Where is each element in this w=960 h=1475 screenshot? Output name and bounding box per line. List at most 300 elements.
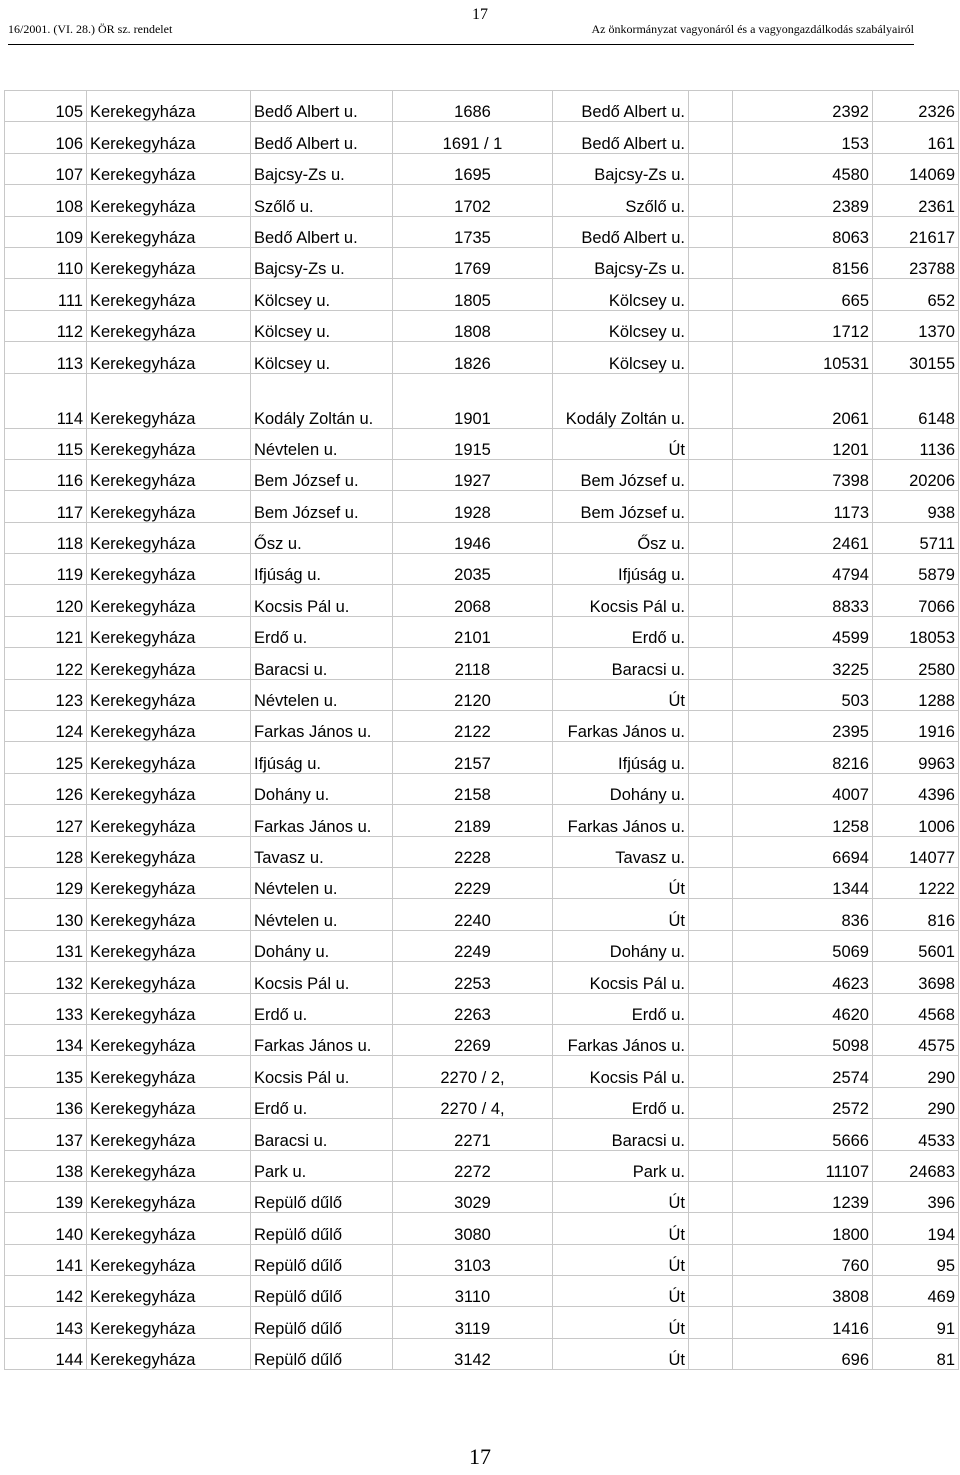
cell-settlement: Kerekegyháza bbox=[87, 711, 251, 742]
cell-area-value: 696 bbox=[733, 1338, 873, 1369]
cell-parcel-number: 2272 bbox=[393, 1150, 553, 1181]
cell-street-name: Kocsis Pál u. bbox=[251, 585, 393, 616]
cell-street-name: Bedő Albert u. bbox=[251, 122, 393, 153]
cell-value: 3698 bbox=[873, 962, 959, 993]
cell-property-type: Szőlő u. bbox=[553, 185, 689, 216]
cell-parcel-number: 1805 bbox=[393, 279, 553, 310]
table-row bbox=[5, 1338, 959, 1369]
cell-row-number: 138 bbox=[5, 1150, 87, 1181]
cell-value: 5711 bbox=[873, 522, 959, 553]
cell-area-value: 1201 bbox=[733, 428, 873, 459]
cell-parcel-number: 2263 bbox=[393, 993, 553, 1024]
cell-row-number: 111 bbox=[5, 279, 87, 310]
cell-property-type: Bajcsy-Zs u. bbox=[553, 153, 689, 184]
cell-area-value: 11107 bbox=[733, 1150, 873, 1181]
cell-street-name: Erdő u. bbox=[251, 1087, 393, 1118]
cell-value: 30155 bbox=[873, 342, 959, 373]
cell-settlement: Kerekegyháza bbox=[87, 522, 251, 553]
cell-extra bbox=[689, 1087, 733, 1118]
cell-street-name: Kocsis Pál u. bbox=[251, 962, 393, 993]
cell-property-type: Farkas János u. bbox=[553, 711, 689, 742]
cell-area-value: 4007 bbox=[733, 773, 873, 804]
cell-parcel-number: 1702 bbox=[393, 185, 553, 216]
cell-area-value: 760 bbox=[733, 1244, 873, 1275]
cell-street-name: Park u. bbox=[251, 1150, 393, 1181]
cell-property-type: Út bbox=[553, 1276, 689, 1307]
table-body bbox=[5, 91, 959, 1370]
cell-row-number: 105 bbox=[5, 91, 87, 122]
cell-street-name: Ősz u. bbox=[251, 522, 393, 553]
cell-settlement: Kerekegyháza bbox=[87, 428, 251, 459]
cell-area-value: 5098 bbox=[733, 1024, 873, 1055]
cell-area-value: 1173 bbox=[733, 491, 873, 522]
cell-settlement: Kerekegyháza bbox=[87, 742, 251, 773]
cell-property-type: Bem József u. bbox=[553, 491, 689, 522]
table-row bbox=[5, 185, 959, 216]
cell-area-value: 8156 bbox=[733, 247, 873, 278]
cell-extra bbox=[689, 585, 733, 616]
cell-row-number: 137 bbox=[5, 1119, 87, 1150]
cell-property-type: Bem József u. bbox=[553, 459, 689, 490]
cell-parcel-number: 2271 bbox=[393, 1119, 553, 1150]
cell-value: 396 bbox=[873, 1181, 959, 1212]
cell-extra bbox=[689, 310, 733, 341]
cell-value: 18053 bbox=[873, 616, 959, 647]
cell-area-value: 1800 bbox=[733, 1213, 873, 1244]
cell-value: 652 bbox=[873, 279, 959, 310]
cell-property-type: Bedő Albert u. bbox=[553, 122, 689, 153]
cell-settlement: Kerekegyháza bbox=[87, 648, 251, 679]
cell-street-name: Dohány u. bbox=[251, 773, 393, 804]
table-row bbox=[5, 962, 959, 993]
table-row bbox=[5, 1181, 959, 1212]
cell-extra bbox=[689, 993, 733, 1024]
cell-street-name: Kölcsey u. bbox=[251, 342, 393, 373]
cell-property-type: Kodály Zoltán u. bbox=[553, 373, 689, 428]
cell-row-number: 130 bbox=[5, 899, 87, 930]
cell-settlement: Kerekegyháza bbox=[87, 1244, 251, 1275]
cell-row-number: 127 bbox=[5, 805, 87, 836]
cell-extra bbox=[689, 459, 733, 490]
cell-property-type: Erdő u. bbox=[553, 993, 689, 1024]
cell-area-value: 3808 bbox=[733, 1276, 873, 1307]
cell-row-number: 122 bbox=[5, 648, 87, 679]
cell-parcel-number: 2253 bbox=[393, 962, 553, 993]
cell-extra bbox=[689, 247, 733, 278]
cell-parcel-number: 2189 bbox=[393, 805, 553, 836]
cell-extra bbox=[689, 1150, 733, 1181]
cell-area-value: 8833 bbox=[733, 585, 873, 616]
cell-settlement: Kerekegyháza bbox=[87, 554, 251, 585]
cell-settlement: Kerekegyháza bbox=[87, 993, 251, 1024]
cell-settlement: Kerekegyháza bbox=[87, 930, 251, 961]
table-row bbox=[5, 310, 959, 341]
cell-extra bbox=[689, 962, 733, 993]
cell-property-type: Erdő u. bbox=[553, 616, 689, 647]
cell-street-name: Kocsis Pál u. bbox=[251, 1056, 393, 1087]
cell-settlement: Kerekegyháza bbox=[87, 491, 251, 522]
cell-area-value: 1712 bbox=[733, 310, 873, 341]
cell-street-name: Bedő Albert u. bbox=[251, 91, 393, 122]
footer-page-number: 17 bbox=[469, 1444, 491, 1469]
cell-street-name: Baracsi u. bbox=[251, 1119, 393, 1150]
cell-settlement: Kerekegyháza bbox=[87, 373, 251, 428]
cell-row-number: 131 bbox=[5, 930, 87, 961]
cell-street-name: Névtelen u. bbox=[251, 899, 393, 930]
cell-street-name: Erdő u. bbox=[251, 616, 393, 647]
cell-area-value: 4580 bbox=[733, 153, 873, 184]
cell-row-number: 114 bbox=[5, 373, 87, 428]
table-row bbox=[5, 1276, 959, 1307]
cell-parcel-number: 2035 bbox=[393, 554, 553, 585]
cell-street-name: Repülő dűlő bbox=[251, 1276, 393, 1307]
cell-extra bbox=[689, 1276, 733, 1307]
cell-property-type: Kölcsey u. bbox=[553, 279, 689, 310]
cell-settlement: Kerekegyháza bbox=[87, 836, 251, 867]
cell-extra bbox=[689, 930, 733, 961]
cell-extra bbox=[689, 91, 733, 122]
cell-parcel-number: 2270 / 4, bbox=[393, 1087, 553, 1118]
cell-area-value: 2574 bbox=[733, 1056, 873, 1087]
cell-value: 24683 bbox=[873, 1150, 959, 1181]
table-row bbox=[5, 616, 959, 647]
cell-extra bbox=[689, 522, 733, 553]
cell-street-name: Dohány u. bbox=[251, 930, 393, 961]
cell-area-value: 4623 bbox=[733, 962, 873, 993]
cell-settlement: Kerekegyháza bbox=[87, 1087, 251, 1118]
table-row bbox=[5, 1087, 959, 1118]
cell-property-type: Kocsis Pál u. bbox=[553, 962, 689, 993]
cell-parcel-number: 1691 / 1 bbox=[393, 122, 553, 153]
cell-value: 14077 bbox=[873, 836, 959, 867]
table-row bbox=[5, 342, 959, 373]
cell-settlement: Kerekegyháza bbox=[87, 1056, 251, 1087]
cell-area-value: 2061 bbox=[733, 373, 873, 428]
cell-area-value: 153 bbox=[733, 122, 873, 153]
cell-row-number: 143 bbox=[5, 1307, 87, 1338]
cell-settlement: Kerekegyháza bbox=[87, 1213, 251, 1244]
cell-street-name: Bajcsy-Zs u. bbox=[251, 247, 393, 278]
cell-street-name: Repülő dűlő bbox=[251, 1213, 393, 1244]
cell-value: 2361 bbox=[873, 185, 959, 216]
cell-row-number: 141 bbox=[5, 1244, 87, 1275]
cell-value: 1916 bbox=[873, 711, 959, 742]
table-row bbox=[5, 993, 959, 1024]
cell-row-number: 133 bbox=[5, 993, 87, 1024]
cell-property-type: Bajcsy-Zs u. bbox=[553, 247, 689, 278]
cell-property-type: Kölcsey u. bbox=[553, 342, 689, 373]
cell-area-value: 2392 bbox=[733, 91, 873, 122]
cell-extra bbox=[689, 1213, 733, 1244]
cell-parcel-number: 3080 bbox=[393, 1213, 553, 1244]
cell-street-name: Kodály Zoltán u. bbox=[251, 373, 393, 428]
cell-extra bbox=[689, 1181, 733, 1212]
cell-value: 1006 bbox=[873, 805, 959, 836]
cell-settlement: Kerekegyháza bbox=[87, 216, 251, 247]
cell-property-type: Farkas János u. bbox=[553, 805, 689, 836]
cell-parcel-number: 1915 bbox=[393, 428, 553, 459]
cell-extra bbox=[689, 773, 733, 804]
cell-settlement: Kerekegyháza bbox=[87, 867, 251, 898]
header-page-number: 17 bbox=[472, 6, 488, 23]
cell-row-number: 117 bbox=[5, 491, 87, 522]
cell-extra bbox=[689, 428, 733, 459]
cell-area-value: 10531 bbox=[733, 342, 873, 373]
cell-settlement: Kerekegyháza bbox=[87, 91, 251, 122]
cell-row-number: 124 bbox=[5, 711, 87, 742]
cell-row-number: 108 bbox=[5, 185, 87, 216]
cell-parcel-number: 1927 bbox=[393, 459, 553, 490]
table-row bbox=[5, 373, 959, 428]
cell-street-name: Repülő dűlő bbox=[251, 1244, 393, 1275]
table-row bbox=[5, 1213, 959, 1244]
cell-parcel-number: 2229 bbox=[393, 867, 553, 898]
cell-value: 4575 bbox=[873, 1024, 959, 1055]
cell-parcel-number: 3142 bbox=[393, 1338, 553, 1369]
table-row bbox=[5, 522, 959, 553]
cell-property-type: Kocsis Pál u. bbox=[553, 1056, 689, 1087]
cell-area-value: 3225 bbox=[733, 648, 873, 679]
cell-parcel-number: 3110 bbox=[393, 1276, 553, 1307]
cell-row-number: 112 bbox=[5, 310, 87, 341]
cell-settlement: Kerekegyháza bbox=[87, 1024, 251, 1055]
cell-value: 91 bbox=[873, 1307, 959, 1338]
cell-settlement: Kerekegyháza bbox=[87, 1338, 251, 1369]
cell-parcel-number: 2249 bbox=[393, 930, 553, 961]
cell-settlement: Kerekegyháza bbox=[87, 962, 251, 993]
cell-row-number: 142 bbox=[5, 1276, 87, 1307]
cell-street-name: Farkas János u. bbox=[251, 711, 393, 742]
cell-parcel-number: 2269 bbox=[393, 1024, 553, 1055]
cell-value: 4533 bbox=[873, 1119, 959, 1150]
header-regulation-ref: 16/2001. (VI. 28.) ÖR sz. rendelet bbox=[8, 22, 173, 36]
cell-extra bbox=[689, 679, 733, 710]
cell-parcel-number: 1928 bbox=[393, 491, 553, 522]
cell-row-number: 140 bbox=[5, 1213, 87, 1244]
cell-parcel-number: 2228 bbox=[393, 836, 553, 867]
cell-parcel-number: 1901 bbox=[393, 373, 553, 428]
cell-value: 1370 bbox=[873, 310, 959, 341]
cell-settlement: Kerekegyháza bbox=[87, 153, 251, 184]
cell-property-type: Út bbox=[553, 1244, 689, 1275]
cell-extra bbox=[689, 1024, 733, 1055]
cell-parcel-number: 1695 bbox=[393, 153, 553, 184]
cell-parcel-number: 2120 bbox=[393, 679, 553, 710]
cell-property-type: Baracsi u. bbox=[553, 648, 689, 679]
table-row bbox=[5, 805, 959, 836]
table-row bbox=[5, 1307, 959, 1338]
cell-row-number: 129 bbox=[5, 867, 87, 898]
table-row bbox=[5, 1056, 959, 1087]
cell-area-value: 4599 bbox=[733, 616, 873, 647]
cell-extra bbox=[689, 342, 733, 373]
cell-street-name: Ifjúság u. bbox=[251, 742, 393, 773]
cell-extra bbox=[689, 554, 733, 585]
cell-area-value: 2389 bbox=[733, 185, 873, 216]
cell-value: 2580 bbox=[873, 648, 959, 679]
cell-row-number: 107 bbox=[5, 153, 87, 184]
cell-extra bbox=[689, 616, 733, 647]
cell-value: 2326 bbox=[873, 91, 959, 122]
table-row bbox=[5, 679, 959, 710]
cell-settlement: Kerekegyháza bbox=[87, 185, 251, 216]
cell-value: 23788 bbox=[873, 247, 959, 278]
table-row bbox=[5, 1119, 959, 1150]
cell-street-name: Névtelen u. bbox=[251, 867, 393, 898]
cell-value: 1136 bbox=[873, 428, 959, 459]
cell-property-type: Tavasz u. bbox=[553, 836, 689, 867]
cell-property-type: Bedő Albert u. bbox=[553, 91, 689, 122]
cell-value: 290 bbox=[873, 1056, 959, 1087]
cell-parcel-number: 2270 / 2, bbox=[393, 1056, 553, 1087]
cell-extra bbox=[689, 1244, 733, 1275]
cell-area-value: 1344 bbox=[733, 867, 873, 898]
cell-area-value: 665 bbox=[733, 279, 873, 310]
cell-street-name: Bajcsy-Zs u. bbox=[251, 153, 393, 184]
cell-parcel-number: 2101 bbox=[393, 616, 553, 647]
cell-extra bbox=[689, 805, 733, 836]
cell-row-number: 106 bbox=[5, 122, 87, 153]
cell-row-number: 115 bbox=[5, 428, 87, 459]
cell-row-number: 123 bbox=[5, 679, 87, 710]
table-row bbox=[5, 91, 959, 122]
cell-row-number: 118 bbox=[5, 522, 87, 553]
cell-settlement: Kerekegyháza bbox=[87, 310, 251, 341]
cell-street-name: Repülő dűlő bbox=[251, 1338, 393, 1369]
cell-settlement: Kerekegyháza bbox=[87, 1150, 251, 1181]
cell-extra bbox=[689, 711, 733, 742]
cell-property-type: Farkas János u. bbox=[553, 1024, 689, 1055]
cell-property-type: Ősz u. bbox=[553, 522, 689, 553]
cell-value: 1222 bbox=[873, 867, 959, 898]
table-row bbox=[5, 1244, 959, 1275]
cell-value: 161 bbox=[873, 122, 959, 153]
cell-property-type: Dohány u. bbox=[553, 930, 689, 961]
cell-area-value: 5666 bbox=[733, 1119, 873, 1150]
cell-area-value: 2572 bbox=[733, 1087, 873, 1118]
cell-extra bbox=[689, 648, 733, 679]
cell-property-type: Út bbox=[553, 679, 689, 710]
cell-street-name: Kölcsey u. bbox=[251, 310, 393, 341]
cell-value: 81 bbox=[873, 1338, 959, 1369]
cell-extra bbox=[689, 1338, 733, 1369]
cell-parcel-number: 1735 bbox=[393, 216, 553, 247]
cell-settlement: Kerekegyháza bbox=[87, 1307, 251, 1338]
cell-street-name: Névtelen u. bbox=[251, 679, 393, 710]
cell-row-number: 139 bbox=[5, 1181, 87, 1212]
cell-area-value: 4620 bbox=[733, 993, 873, 1024]
cell-settlement: Kerekegyháza bbox=[87, 899, 251, 930]
cell-property-type: Bedő Albert u. bbox=[553, 216, 689, 247]
cell-area-value: 7398 bbox=[733, 459, 873, 490]
cell-value: 9963 bbox=[873, 742, 959, 773]
cell-parcel-number: 2122 bbox=[393, 711, 553, 742]
cell-parcel-number: 1946 bbox=[393, 522, 553, 553]
cell-extra bbox=[689, 153, 733, 184]
cell-extra bbox=[689, 1056, 733, 1087]
table-row bbox=[5, 773, 959, 804]
cell-area-value: 1258 bbox=[733, 805, 873, 836]
cell-extra bbox=[689, 1119, 733, 1150]
cell-street-name: Bem József u. bbox=[251, 491, 393, 522]
cell-property-type: Út bbox=[553, 899, 689, 930]
cell-extra bbox=[689, 491, 733, 522]
cell-row-number: 120 bbox=[5, 585, 87, 616]
cell-row-number: 110 bbox=[5, 247, 87, 278]
cell-row-number: 126 bbox=[5, 773, 87, 804]
cell-parcel-number: 2240 bbox=[393, 899, 553, 930]
cell-settlement: Kerekegyháza bbox=[87, 805, 251, 836]
cell-parcel-number: 3119 bbox=[393, 1307, 553, 1338]
cell-area-value: 8216 bbox=[733, 742, 873, 773]
cell-settlement: Kerekegyháza bbox=[87, 1181, 251, 1212]
cell-settlement: Kerekegyháza bbox=[87, 342, 251, 373]
cell-property-type: Út bbox=[553, 867, 689, 898]
cell-value: 4568 bbox=[873, 993, 959, 1024]
cell-property-type: Kocsis Pál u. bbox=[553, 585, 689, 616]
table-row bbox=[5, 216, 959, 247]
property-register-table bbox=[4, 90, 959, 1370]
cell-value: 5879 bbox=[873, 554, 959, 585]
cell-area-value: 2461 bbox=[733, 522, 873, 553]
cell-street-name: Farkas János u. bbox=[251, 1024, 393, 1055]
cell-value: 1288 bbox=[873, 679, 959, 710]
table-row bbox=[5, 836, 959, 867]
cell-value: 7066 bbox=[873, 585, 959, 616]
cell-row-number: 113 bbox=[5, 342, 87, 373]
cell-parcel-number: 1769 bbox=[393, 247, 553, 278]
table-row bbox=[5, 899, 959, 930]
cell-extra bbox=[689, 373, 733, 428]
cell-parcel-number: 2157 bbox=[393, 742, 553, 773]
cell-property-type: Ifjúság u. bbox=[553, 554, 689, 585]
cell-row-number: 119 bbox=[5, 554, 87, 585]
cell-area-value: 503 bbox=[733, 679, 873, 710]
cell-extra bbox=[689, 899, 733, 930]
cell-property-type: Dohány u. bbox=[553, 773, 689, 804]
cell-area-value: 5069 bbox=[733, 930, 873, 961]
cell-property-type: Út bbox=[553, 1181, 689, 1212]
cell-settlement: Kerekegyháza bbox=[87, 585, 251, 616]
cell-area-value: 836 bbox=[733, 899, 873, 930]
cell-extra bbox=[689, 279, 733, 310]
table-row bbox=[5, 1024, 959, 1055]
cell-property-type: Út bbox=[553, 1338, 689, 1369]
cell-row-number: 136 bbox=[5, 1087, 87, 1118]
cell-row-number: 134 bbox=[5, 1024, 87, 1055]
table-row bbox=[5, 279, 959, 310]
cell-parcel-number: 2068 bbox=[393, 585, 553, 616]
header-divider bbox=[8, 44, 914, 45]
cell-value: 5601 bbox=[873, 930, 959, 961]
cell-extra bbox=[689, 216, 733, 247]
cell-extra bbox=[689, 122, 733, 153]
cell-property-type: Erdő u. bbox=[553, 1087, 689, 1118]
cell-row-number: 121 bbox=[5, 616, 87, 647]
cell-street-name: Bem József u. bbox=[251, 459, 393, 490]
cell-settlement: Kerekegyháza bbox=[87, 1276, 251, 1307]
table-row bbox=[5, 1150, 959, 1181]
cell-settlement: Kerekegyháza bbox=[87, 247, 251, 278]
cell-street-name: Farkas János u. bbox=[251, 805, 393, 836]
cell-area-value: 2395 bbox=[733, 711, 873, 742]
table-row bbox=[5, 648, 959, 679]
cell-street-name: Ifjúság u. bbox=[251, 554, 393, 585]
cell-street-name: Repülő dűlő bbox=[251, 1181, 393, 1212]
table-row bbox=[5, 554, 959, 585]
cell-value: 4396 bbox=[873, 773, 959, 804]
cell-extra bbox=[689, 836, 733, 867]
